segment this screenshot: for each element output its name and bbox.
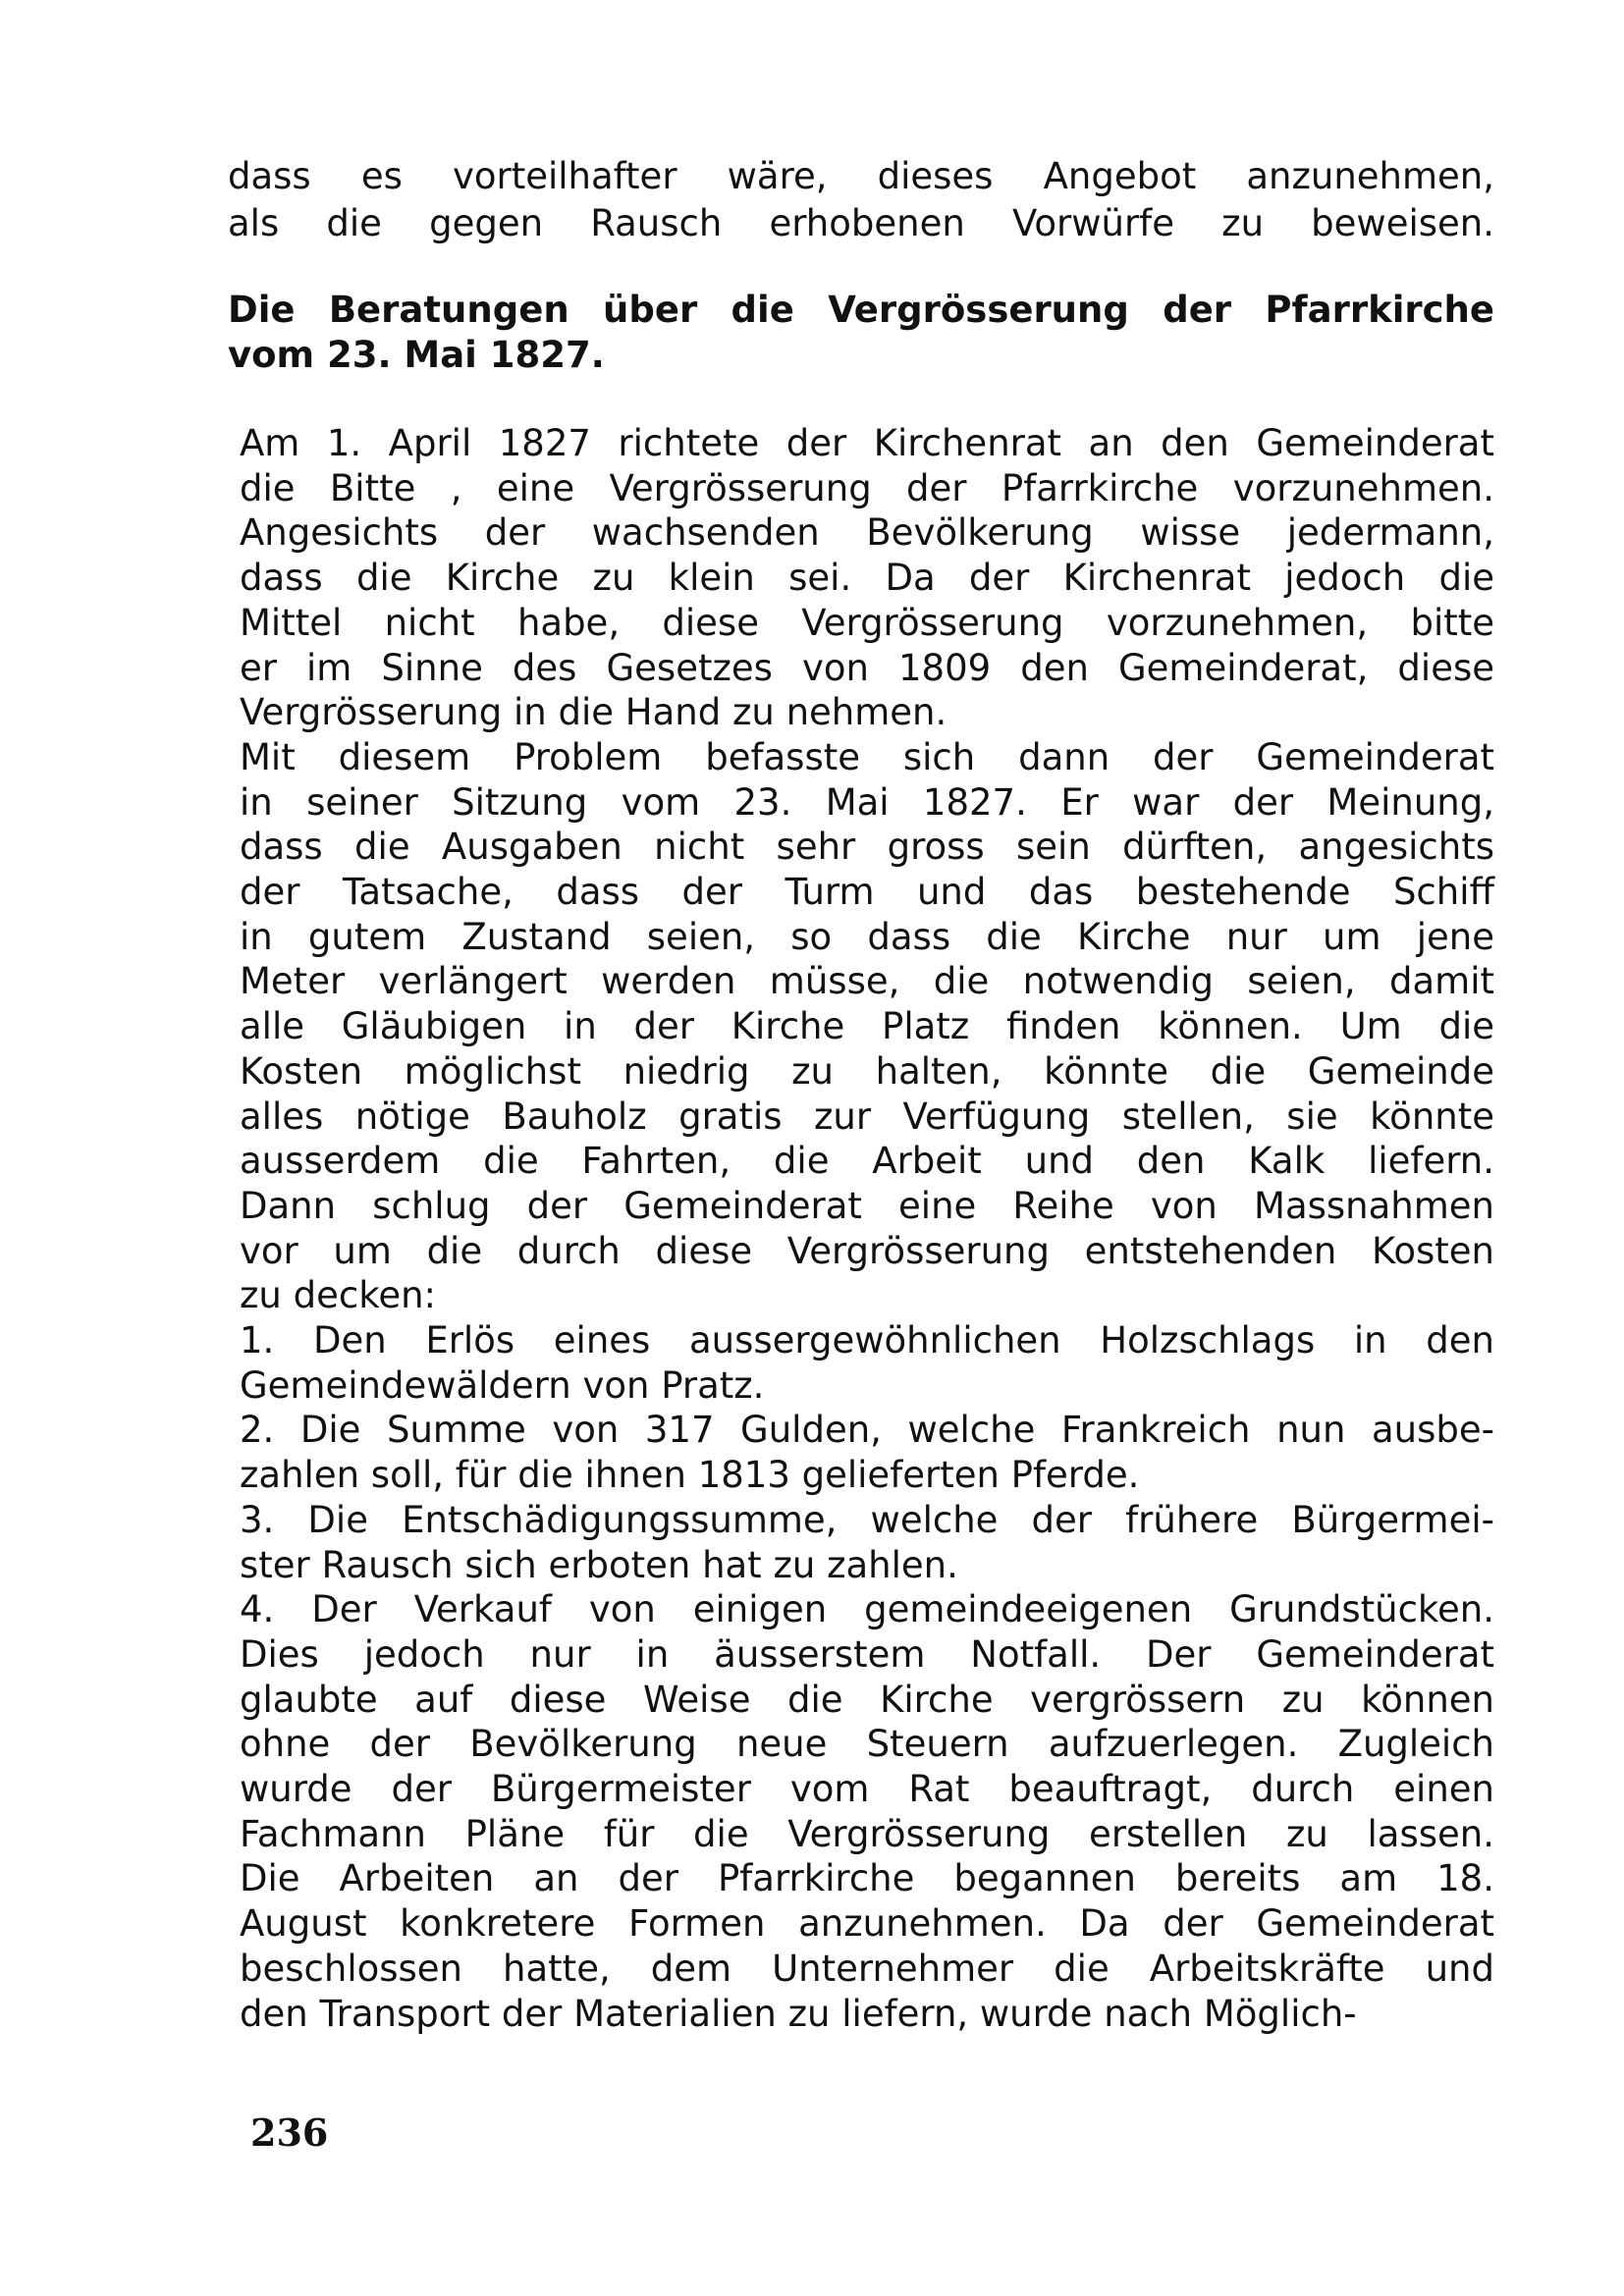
text-line: 3. Die Entschädigungssumme, welche der frühere Bürgermei- (240, 1498, 1494, 1541)
text-line: in seiner Sitzung vom 23. Mai 1827. Er war der Meinung, (240, 780, 1494, 824)
text-line: 2. Die Summe von 317 Gulden, welche Frankreich nun ausbe- (240, 1409, 1494, 1452)
heading-line: vom 23. Mai 1827. (228, 334, 605, 376)
text-line: dass die Ausgaben nicht sehr gross sein dürften, angesichts (240, 826, 1494, 869)
text-line: die Bitte , eine Vergrösserung der Pfarrkirche vorzunehmen. (240, 466, 1494, 509)
text-line: zu decken: (240, 1274, 437, 1317)
text-line: Meter verlängert werden müsse, die notwendig seien, damit (240, 960, 1494, 1003)
text-line: beschlossen hatte, dem Unternehmer die Arbeitskräfte und (240, 1947, 1494, 1990)
text-line: wurde der Bürgermeister vom Rat beauftragt, durch einen (240, 1768, 1494, 1810)
text-line: er im Sinne des Gesetzes von 1809 den Gemeinderat, diese (240, 646, 1494, 689)
text-line: Dann schlug der Gemeinderat eine Reihe von Massnahmen (240, 1184, 1494, 1227)
text-line: Am 1. April 1827 richtete der Kirchenrat an den Gemeinderat (240, 422, 1494, 464)
text-line: Die Arbeiten an der Pfarrkirche begannen bereits am 18. (240, 1857, 1494, 1900)
text-line: 1. Den Erlös eines aussergewöhnlichen Holzschlags in den (240, 1319, 1494, 1362)
text-line: als die gegen Rausch erhobenen Vorwürfe zu beweisen. (228, 202, 1494, 244)
text-line: alles nötige Bauholz gratis zur Verfügung stellen, sie könnte (240, 1095, 1494, 1138)
text-line: dass es vorteilhafter wäre, dieses Angebot anzunehmen, (228, 155, 1494, 197)
text-line: Kosten möglichst niedrig zu halten, könnte die Gemeinde (240, 1049, 1494, 1093)
text-line: 4. Der Verkauf von einigen gemeindeeigenen Grundstücken. (240, 1588, 1494, 1631)
text-line: in gutem Zustand seien, so dass die Kirche nur um jene (240, 915, 1494, 958)
text-line: ohne der Bevölkerung neue Steuern aufzuerlegen. Zugleich (240, 1723, 1494, 1766)
text-line: Gemeindewäldern von Pratz. (240, 1363, 765, 1407)
text-line: Vergrösserung in die Hand zu nehmen. (240, 691, 947, 734)
text-line: alle Gläubigen in der Kirche Platz finden können. Um die (240, 1005, 1494, 1048)
text-line: dass die Kirche zu klein sei. Da der Kirchenrat jedoch die (240, 557, 1494, 600)
text-line: glaubte auf diese Weise die Kirche vergrössern zu können (240, 1678, 1494, 1721)
heading-line: Die Beratungen über die Vergrösserung der Pfarrkirche (228, 289, 1494, 331)
text-line: ausserdem die Fahrten, die Arbeit und den Kalk liefern. (240, 1140, 1494, 1183)
text-line: August konkretere Formen anzunehmen. Da der Gemeinderat (240, 1902, 1494, 1946)
text-line: Fachmann Pläne für die Vergrösserung erstellen zu lassen. (240, 1812, 1494, 1855)
text-line: Mittel nicht habe, diese Vergrösserung vorzunehmen, bitte (240, 601, 1494, 644)
text-line: Mit diesem Problem befasste sich dann der Gemeinderat (240, 735, 1494, 778)
text-line: Dies jedoch nur in äusserstem Notfall. Der Gemeinderat (240, 1632, 1494, 1676)
page-number: 236 (250, 2110, 329, 2155)
text-line: der Tatsache, dass der Turm und das bestehende Schiff (240, 871, 1494, 913)
text-line: ster Rausch sich erboten hat zu zahlen. (240, 1543, 958, 1586)
text-line: vor um die durch diese Vergrösserung entstehenden Kosten (240, 1229, 1494, 1272)
text-line: Angesichts der wachsenden Bevölkerung wisse jedermann, (240, 511, 1494, 555)
text-line: zahlen soll, für die ihnen 1813 gelieferten Pferde. (240, 1454, 1140, 1497)
text-line: den Transport der Materialien zu liefern, wurde nach Möglich- (240, 1992, 1357, 2035)
